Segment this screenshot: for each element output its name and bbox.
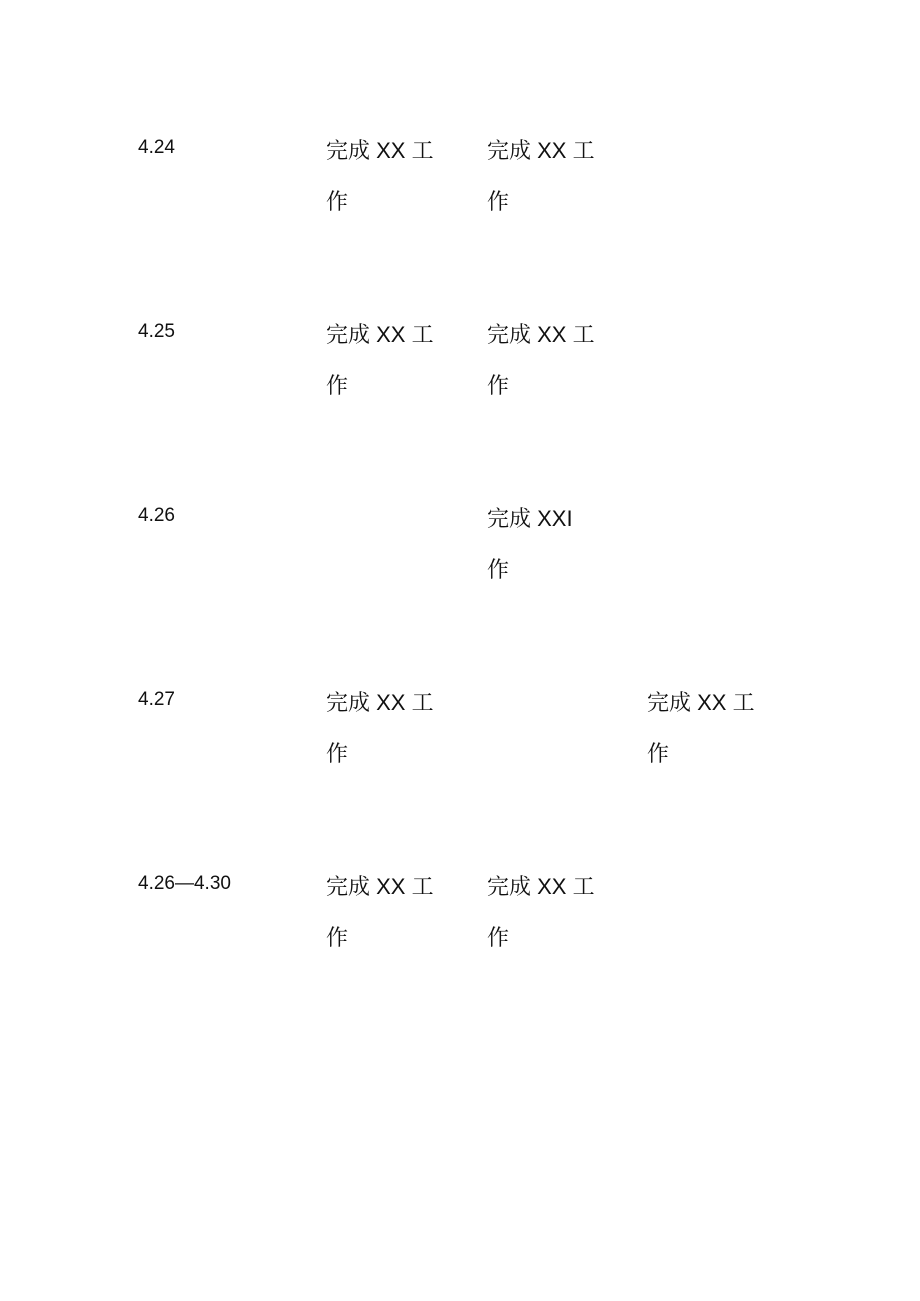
- task-text-line: 完成 XX 工: [487, 874, 595, 899]
- task-text-line: 完成 XX 工: [487, 322, 595, 347]
- schedule-row: [0, 689, 920, 809]
- task-cell-col2: [487, 309, 602, 411]
- task-text-line: 完成 XX 工: [647, 690, 755, 715]
- task-text-line: 完成 XX 工: [487, 138, 595, 163]
- task-text-line: 作: [487, 189, 510, 214]
- task-text-line: 作: [487, 925, 510, 950]
- schedule-row: [0, 873, 920, 993]
- task-cell-col1: [326, 677, 441, 779]
- task-cell-col1: [326, 309, 441, 411]
- task-text-line: 作: [326, 373, 349, 398]
- task-text-line: 作: [326, 189, 349, 214]
- task-cell-col2: [487, 125, 602, 227]
- date-label: 4.26—4.30: [138, 873, 231, 894]
- date-label: 4.27: [138, 689, 175, 710]
- task-cell-col2: [487, 493, 602, 595]
- date-label: 4.25: [138, 321, 175, 342]
- task-text-line: 作: [647, 741, 670, 766]
- task-text-line: 完成 XX 工: [326, 690, 434, 715]
- task-text-line: 作: [487, 557, 510, 582]
- task-text-line: 作: [326, 741, 349, 766]
- task-text-line: 作: [487, 373, 510, 398]
- task-text-line: 完成 XXI: [487, 506, 573, 531]
- schedule-row: [0, 137, 920, 257]
- task-cell-col1: [326, 125, 441, 227]
- task-cell-col3: [647, 677, 762, 779]
- date-label: 4.24: [138, 137, 175, 158]
- schedule-row: [0, 321, 920, 441]
- task-text-line: 完成 XX 工: [326, 874, 434, 899]
- task-text-line: 完成 XX 工: [326, 138, 434, 163]
- task-text-line: 完成 XX 工: [326, 322, 434, 347]
- schedule-row: [0, 505, 920, 625]
- date-label: 4.26: [138, 505, 175, 526]
- task-cell-col1: [326, 861, 441, 963]
- task-text-line: 作: [326, 925, 349, 950]
- task-cell-col2: [487, 861, 602, 963]
